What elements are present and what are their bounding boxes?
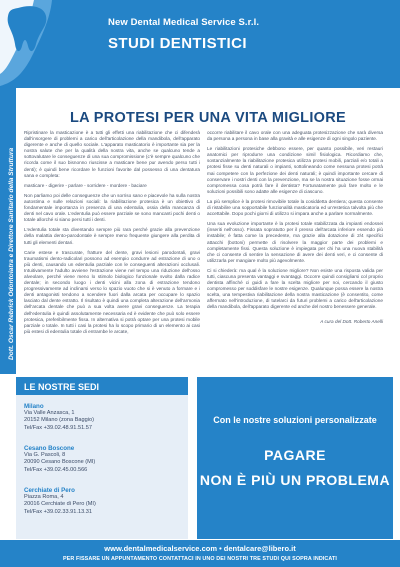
article-column-right [207,130,383,329]
location-phone: Tel/Fax +39.02.48.91.51.57 [24,424,92,431]
location-cap: 20152 Milano (zona Baggio) [24,417,94,424]
page-header [0,0,400,88]
promo-title-line1: PAGARE [264,447,326,463]
paragraph: occorre riabilitare il cavo orale con una adeguata protesizzazione che sarà diversa da persona a persona in base alla gravità e alle esigenze di ogni singolo paziente. [207,130,383,142]
location-address: Via Valle Anzasca, 1 [24,410,75,417]
paragraph: masticare - digerire - parlare - sorridere - mordere - baciare [24,182,147,188]
location-cap: 20016 Cerchiate di Pero (MI) [24,501,96,508]
paragraph: Ripristinare la masticazione è a tutti gli effetti una riabilitazione che ci difenderà dall'insorgere di problemi a carico dell'articolazione della mandibola, dell'apparato digerente e anche di quello sociale. L'apparato masticatorio è importante sia per la nostra salute che per la qualità della nostra vita, anche se qualcuno tende a sottovalutare le conseguenze di una sua compromissione (c'è sempre qualcuno che ricorda come il suo bisnonno riuscisse a masticare bene pur avendo perso tutti i denti); è quindi bene ricordare le funzioni favorite dal possesso di una dentatura sana e completa: [24,130,200,178]
paragraph: L'edentulia totale sta diventando sempre più rara perché grazie alla prevenzione della malattia dento-parodontale è sempre meno frequente giungere alla perdita di tutti gli elementi dentari. [24,227,200,245]
paragraph: La più semplice è la protesi rimovibile totale la cosiddetta dentiera; questa consente di ristabilire una sopportabile funzionalità masticatoria ed un'estetica talvolta più che accettabile. Dopo pochi giorni di utilizzo si impara anche a parlare normalmente. [207,198,383,217]
location-city: Cerchiate di Pero [24,487,75,494]
promo-intro: Con le nostre soluzioni personalizzate [213,415,377,425]
location-city: Milano [24,403,44,410]
location-address: Piazza Roma, 4 [24,494,64,501]
paragraph: Una sua evoluzione importante è la protesi totale stabilizzata da impianti endossei (inseriti nell'osso). Fissata sopratutto per il presso dell'arcata inferiore essendo più instabile; è fatta come la precedente, ma grazie alla dotazione di 2/4 specifici attacchi (bottoni) permette di risolvere la maggior parte dei problemi e completamente fissi. Questa soluzione è impiegata per chi ha una nuova stabilità che ci consente di sentire la sensazione di avere dei denti veri, e ci consente di utilizzarla per mangiare molto più agevolmente. [207,221,383,263]
website-and-email: www.dentalmedicalservice.com • dentalcare@libero.it [104,544,296,553]
paragraph: Non parliamo poi delle conseguenze che un sorriso sano e piacevole ha sulla nostra autostima e sulle relazioni sociali: la riabilitazione protesica è un obiettivo di fondamentale importanza in presenza di una edentulia, ossia della mancanza di denti nel cavo orale. L'edentulia può essere parziale se sono mancanti pochi denti o totale allorché si siano persi tutti i denti. [24,192,200,223]
location-cerchiate-di-pero [24,487,96,516]
section-title: STUDI DENTISTICI [108,35,247,52]
article-signature: A cura del Dott. Roberto Anelli [320,318,383,324]
vertical-credit-text: Dott. Oscar Rebrick Odontoiatra e Direttore Sanitario della Struttura [8,147,15,360]
tooth-logo-icon [0,0,70,88]
location-phone: Tel/Fax +39.02.33.91.13.31 [24,508,92,515]
locations-title: LE NOSTRE SEDI [16,377,188,395]
appointment-cta: PER FISSARE UN APPUNTAMENTO CONTATTACI IN UNO DEI NOSTRI TRE STUDI QUI SOPRA INDICATI [62,556,338,562]
locations-box [16,377,188,539]
location-address: Via G. Pascoli, 8 [24,452,66,459]
page-footer [0,540,400,567]
location-cesano-boscone [24,445,95,474]
location-cap: 20090 Cesano Boscone (MI) [24,459,96,466]
company-name: New Dental Medical Service S.r.l. [108,17,260,28]
location-milano [24,403,94,432]
article-column-left [24,130,200,339]
article-headline: LA PROTESI PER UNA VITA MIGLIORE [70,110,346,126]
paragraph: Carie estese e trascurate, fratture del dente, gravi lesioni parodontali, gravi traumatismi dento-radicolari possono ad esempio condurre ad estrazione di uno o più denti, causando un edentulia parziale con le conseguenti alterazioni occlusali. Intuitivamente l'adulto avviene l'estrazione viene nel tempo una riduzione dell'osso alveolare, perché viene meno lo stimolo biologico funzionale svolto dalla radice dentale; in secondo luogo i denti vicini alla zona di estrazione tendono progressivamente ad inclinarsi verso lo spazio vuoto che si è venuto a formare e i denti antagonisti tendono a scendere fuori dalla arcata per occupare lo spazio lasciato dal dente estratto. Il risultato è quindi una completa alterazione dell'armonia dell'arcata dentale che può a sua volta avere gravi conseguenze. La terapia dell'edentulia è quindi assolutamente necessaria ed è evidente che può solo essere protesica, preferibilmente fissa. In alternativa si potrà optare per una protesi mobile parziale o totale. In tutti i casi la protesi ha lo scopo primario di un elemento ai casi più estesi di edentulia totale di entrambe le arcate, [24,249,200,334]
paragraph: Ci si chiederà: ma qual è la soluzione migliore? Non esiste una risposta valida per tutti, ciascuna presenta vantaggi e svantaggi. Occorre quindi consigliarsi col proprio dentista affinché ci guidi a fare la scelta migliore per noi, cercando il giusto compromesso per soddisfare le nostre esigenze. Qualunque possa essere la nostra scelta, una tempestiva riabilitazione della nostra masticazione (è consentito, come affermato nell'introduzione, di tutelarci da futuri problemi a carico dell'articolazione della mandibola, dell'apparato digerente ed anche del nostro benessere generale. [207,267,383,310]
paragraph: Le riabilitazioni protesiche debbono essere, per quanto possibile, veri restauri anatomici per riprodurre una condizione simil fisiologica. Ricordiamo che, sostanzialmente la riabilitazione protesica utilizza protesi mobili, parziali e/o totali a protesi fisse su denti naturali o impianti, sottolineando come nessuna protesi potrà mai competere con la perfezione dei denti naturali; è quindi importante cercare di conservare i nostri denti con la prevenzione, ma se la nostra situazione fosse ormai compromessa cosa potrà fare il dentista? Fortunatamente può fare molto e le soluzioni possibili sono adatte alle esigenze di ciascuno. [207,146,383,194]
location-phone: Tel/Fax +39.02.45.00.566 [24,466,88,473]
payment-promo-box [197,377,393,539]
location-city: Cesano Boscone [24,445,75,452]
promo-title-line2: NON È PIÙ UN PROBLEMA [199,472,391,488]
